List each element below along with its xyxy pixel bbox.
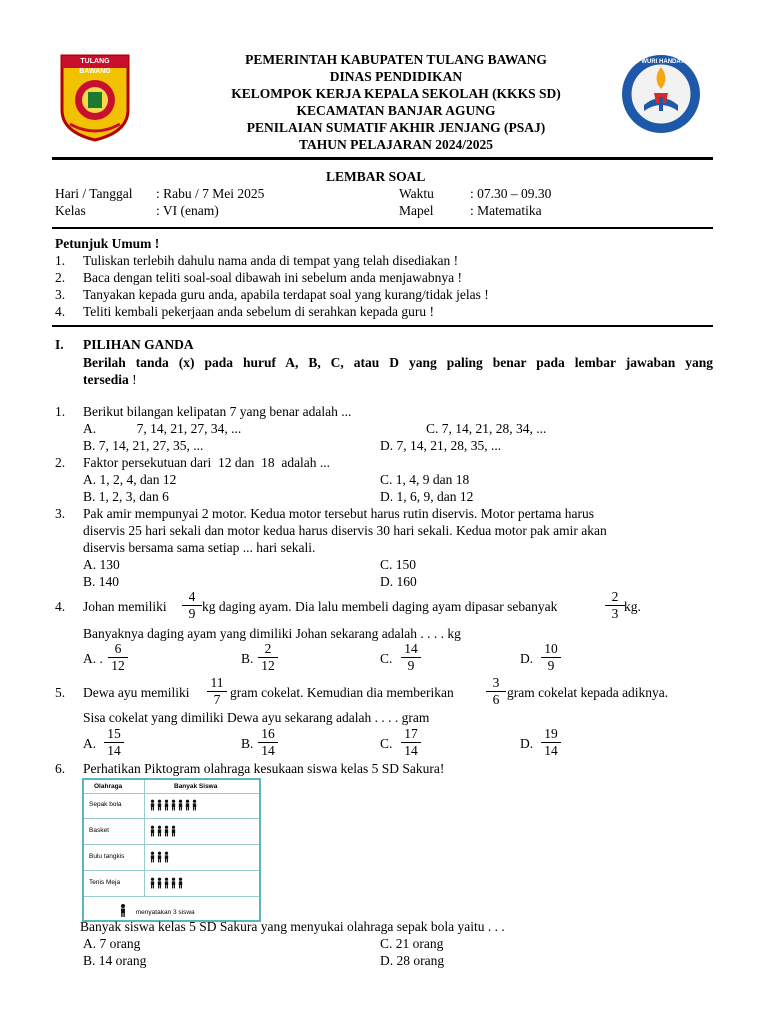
person-icon [150, 851, 155, 863]
person-icon [157, 799, 162, 811]
instruction-num: 1. [55, 253, 66, 268]
option-d: D. 160 [380, 574, 417, 589]
pictogram-row-icons [150, 851, 171, 866]
option-a: A. 7 orang [83, 936, 141, 951]
option-a: A. . [83, 651, 103, 666]
pictogram-table [82, 778, 261, 922]
question-text: kg. [624, 599, 641, 614]
option-c: C. 7, 14, 21, 28, 34, ... [426, 421, 547, 436]
pictogram-row-label: Bulu tangkis [89, 853, 125, 860]
question-number: 3. [55, 506, 66, 521]
fraction-numerator: 16 [261, 726, 275, 741]
section-instruction: Berilah tanda (x) pada huruf A, B, C, atau D yang paling benar pada lembar jawaban yang [83, 355, 713, 370]
person-icon [157, 851, 162, 863]
question-number: 4. [55, 599, 66, 614]
fraction-denominator: 3 [611, 606, 619, 621]
instructions-divider [52, 325, 713, 327]
fraction-denominator: 9 [547, 658, 555, 673]
person-icon [120, 904, 126, 917]
pictogram-row-label: Sepak bola [89, 801, 122, 808]
question-text: gram cokelat. Kemudian dia memberikan [230, 685, 454, 700]
fraction-numerator: 2 [611, 589, 619, 604]
fraction-numerator: 4 [188, 589, 196, 604]
pictogram-row-icons [150, 825, 178, 840]
question-text: Johan memiliki [83, 599, 167, 614]
fraction [399, 727, 423, 758]
time-label: Waktu [399, 186, 434, 201]
question-number: 2. [55, 455, 66, 470]
fraction-denominator: 7 [213, 692, 221, 707]
fraction-numerator: 19 [544, 726, 558, 741]
day-value: : Rabu / 7 Mei 2025 [156, 186, 265, 201]
option-b: B. [241, 736, 254, 751]
question-number: 6. [55, 761, 66, 776]
pictogram-row-icons [150, 799, 199, 814]
person-icon [164, 851, 169, 863]
time-value: : 07.30 – 09.30 [470, 186, 552, 201]
question-text: Dewa ayu memiliki [83, 685, 190, 700]
option-d: D. [520, 736, 534, 751]
option-c: C. [380, 651, 393, 666]
question-number: 1. [55, 404, 66, 419]
pictogram-col-header: Banyak Siswa [174, 783, 218, 790]
pictogram-row-icons [150, 877, 185, 892]
fraction-denominator: 9 [188, 606, 196, 621]
header-line-5: PENILAIAN SUMATIF AKHIR JENJANG (PSAJ) [246, 120, 546, 135]
fraction-numerator: 2 [264, 641, 272, 656]
option-c: C. 1, 4, 9 dan 18 [380, 472, 470, 487]
fraction-numerator: 17 [404, 726, 418, 741]
person-icon [164, 799, 169, 811]
fraction-numerator: 15 [107, 726, 121, 741]
instruction-num: 2. [55, 270, 66, 285]
instruction-item: Tanyakan kepada guru anda, apabila terdapat soal yang kurang/tidak jelas ! [83, 287, 489, 302]
pictogram-row-label: Tenis Meja [89, 879, 121, 886]
header-line-3: KELOMPOK KERJA KEPALA SEKOLAH (KKKS SD) [231, 86, 561, 101]
class-label: Kelas [55, 203, 86, 218]
option-b: B. 7, 14, 21, 27, 35, ... [83, 438, 204, 453]
fraction-denominator: 12 [111, 658, 125, 673]
question-text: kg daging ayam. Dia lalu membeli daging ayam dipasar sebanyak [202, 599, 558, 614]
person-icon [150, 877, 155, 889]
person-icon [171, 825, 176, 837]
option-d: D. [520, 651, 534, 666]
fraction-denominator: 12 [261, 658, 275, 673]
option-d: D. 28 orang [380, 953, 445, 968]
tut-wuri-handayani-logo-text: TUT WURI HANDAYANI [628, 59, 694, 65]
option-c: C. [380, 736, 393, 751]
pictogram-row-label: Basket [89, 827, 109, 834]
person-icon [157, 825, 162, 837]
fraction-denominator: 14 [404, 743, 418, 758]
pictogram-legend [120, 902, 195, 917]
fraction [205, 676, 229, 707]
fraction [106, 642, 130, 673]
person-icon [171, 799, 176, 811]
fraction [484, 676, 508, 707]
instructions-title: Petunjuk Umum ! [55, 236, 160, 251]
person-icon [178, 799, 183, 811]
fraction-numerator: 11 [210, 675, 224, 690]
header-line-2: DINAS PENDIDIKAN [329, 69, 463, 84]
header-divider [52, 157, 713, 160]
question-text: Pak amir mempunyai 2 motor. Kedua motor tersebut harus rutin diservis. Motor pertama harus [83, 506, 595, 521]
instruction-item: Tuliskan terlebih dahulu nama anda di tempat yang telah disediakan ! [83, 253, 459, 268]
instruction-item: Teliti kembali pekerjaan anda sebelum di serahkan kepada guru ! [83, 304, 435, 319]
question-text: Perhatikan Piktogram olahraga kesukaan siswa kelas 5 SD Sakura! [83, 761, 445, 776]
question-text: diservis bersama sama setiap ... hari sekali. [83, 540, 316, 555]
instruction-num: 3. [55, 287, 66, 302]
option-c: C. 150 [380, 557, 417, 572]
option-a: A. 130 [83, 557, 120, 572]
section-instruction-mark: ! [128, 372, 137, 387]
option-d: D. 1, 6, 9, dan 12 [380, 489, 474, 504]
option-a: A. 7, 14, 21, 27, 34, ... [83, 421, 242, 436]
option-b: B. [241, 651, 254, 666]
option-d: D. 7, 14, 21, 28, 35, ... [380, 438, 502, 453]
fraction-denominator: 14 [544, 743, 558, 758]
section-instruction-end [83, 372, 137, 388]
instruction-num: 4. [55, 304, 66, 319]
question-text: diservis 25 hari sekali dan motor kedua harus diservis 30 hari sekali. Kedua motor pak amir akan [83, 523, 607, 538]
section-instruction-word: tersedia [83, 372, 129, 387]
header-line-6: TAHUN PELAJARAN 2024/2025 [298, 137, 493, 152]
fraction-denominator: 14 [261, 743, 275, 758]
person-icon [185, 799, 190, 811]
section-title: PILIHAN GANDA [83, 337, 194, 352]
fraction-numerator: 14 [404, 641, 418, 656]
person-icon [164, 877, 169, 889]
fraction-numerator: 10 [544, 641, 558, 656]
question-text: Sisa cokelat yang dimiliki Dewa ayu sekarang adalah . . . . gram [83, 710, 430, 725]
question-text: Banyaknya daging ayam yang dimiliki Johan sekarang adalah . . . . kg [83, 626, 461, 641]
fraction [256, 727, 280, 758]
header-line-4: KECAMATAN BANJAR AGUNG [296, 103, 496, 118]
question-text: Banyak siswa kelas 5 SD Sakura yang menyukai olahraga sepak bola yaitu . . . [80, 919, 505, 934]
option-b: B. 1, 2, 3, dan 6 [83, 489, 169, 504]
fraction-denominator: 14 [107, 743, 121, 758]
tut-wuri-handayani-logo [620, 53, 702, 135]
fraction-denominator: 9 [407, 658, 415, 673]
class-value: : VI (enam) [156, 203, 219, 218]
question-text: gram cokelat kepada adiknya. [507, 685, 669, 700]
instruction-item: Baca dengan teliti soal-soal dibawah ini sebelum anda menjawabnya ! [83, 270, 462, 285]
question-text: Berikut bilangan kelipatan 7 yang benar adalah ... [83, 404, 352, 419]
option-a: A. 1, 2, 4, dan 12 [83, 472, 177, 487]
sheet-title: LEMBAR SOAL [326, 169, 426, 184]
person-icon [164, 825, 169, 837]
question-text: Faktor persekutuan dari 12 dan 18 adalah ... [83, 455, 331, 470]
section-number: I. [55, 337, 64, 352]
option-b: B. 14 orang [83, 953, 147, 968]
person-icon [178, 877, 183, 889]
option-c: C. 21 orang [380, 936, 444, 951]
subject-label: Mapel [399, 203, 434, 218]
fraction [102, 727, 126, 758]
day-label: Hari / Tanggal [55, 186, 133, 201]
person-icon [192, 799, 197, 811]
question-number: 5. [55, 685, 66, 700]
pictogram-legend-text: menyatakan 3 siswa [135, 909, 195, 916]
person-icon [171, 877, 176, 889]
option-a: A. [83, 736, 97, 751]
subject-value: : Matematika [470, 203, 542, 218]
fraction [399, 642, 423, 673]
info-divider [52, 227, 713, 229]
header-line-1: PEMERINTAH KABUPATEN TULANG BAWANG [245, 52, 547, 67]
fraction-denominator: 6 [492, 692, 500, 707]
tulang-bawang-logo [58, 52, 132, 142]
person-icon [150, 799, 155, 811]
fraction [539, 642, 563, 673]
tulang-bawang-logo-text: TULANG BAWANG [79, 58, 111, 75]
fraction-numerator: 6 [114, 641, 122, 656]
fraction [539, 727, 563, 758]
person-icon [150, 825, 155, 837]
person-icon [157, 877, 162, 889]
fraction-numerator: 3 [492, 675, 500, 690]
pictogram-col-header: Olahraga [94, 783, 123, 790]
fraction [256, 642, 280, 673]
fraction [180, 590, 204, 621]
option-b: B. 140 [83, 574, 120, 589]
